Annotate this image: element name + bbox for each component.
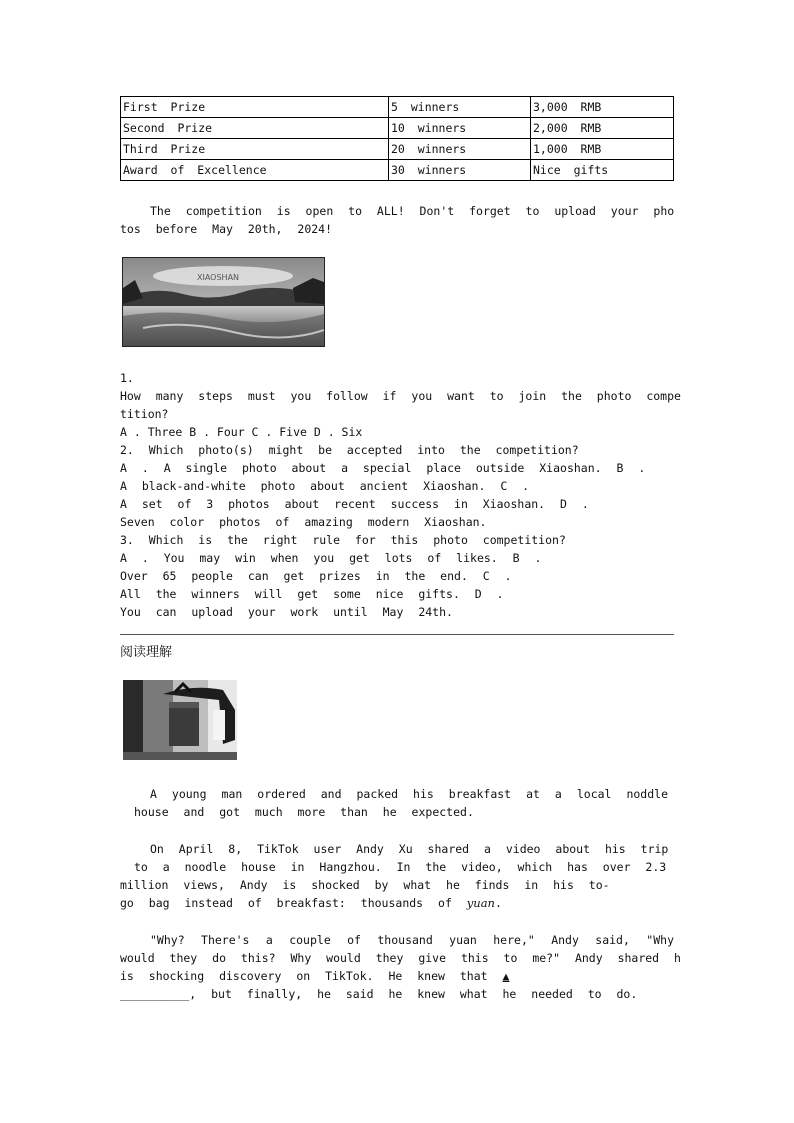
- question-text: How many steps must you follow if you want to join the photo compe: [120, 389, 681, 403]
- question-option: A . You may win when you get lots of likes. B .: [120, 551, 542, 565]
- bag-illustration: [123, 680, 237, 760]
- prize-winners: 20 winners: [389, 139, 531, 160]
- prize-winners: 10 winners: [389, 118, 531, 139]
- landscape-illustration: [123, 258, 324, 346]
- article-line: A young man ordered and packed his breakfast at a local noddle: [150, 787, 668, 801]
- notice-line: The competition is open to ALL! Don't forget to upload your pho: [150, 204, 675, 218]
- question-text: tition?: [120, 407, 169, 421]
- question-option: You can upload your work until May 24th.: [120, 605, 453, 619]
- prize-table: [120, 96, 674, 181]
- prize-name: First Prize: [121, 97, 389, 118]
- article-line: "Why? There's a couple of thousand yuan here," Andy said, "Why: [150, 933, 674, 947]
- notice-line: tos before May 20th, 2024!: [120, 222, 333, 236]
- section-divider: [120, 634, 674, 635]
- prize-reward: 3,000 RMB: [531, 97, 674, 118]
- question-option: Seven color photos of amazing modern Xiaoshan.: [120, 515, 487, 529]
- photo-watermark: XIAOSHAN: [197, 273, 240, 282]
- table-row: [121, 118, 674, 139]
- prize-name: Award of Excellence: [121, 160, 389, 181]
- prize-winners: 30 winners: [389, 160, 531, 181]
- article-paragraph-1: [120, 785, 668, 821]
- prize-winners: 5 winners: [389, 97, 531, 118]
- article-paragraph-2: [120, 840, 669, 912]
- prize-name: Third Prize: [121, 139, 389, 160]
- article-text: .: [494, 896, 502, 910]
- article-text: go bag instead of breakfast: thousands of: [120, 896, 467, 910]
- article-text: is shocking discovery on TikTok. He knew that: [120, 969, 503, 983]
- article-line: to a noodle house in Hangzhou. In the video, which has over 2.3: [134, 860, 667, 874]
- article-line: [120, 967, 674, 985]
- article-line: house and got much more than he expected.: [134, 805, 474, 819]
- question-text: 3. Which is the right rule for this photo competition?: [120, 533, 566, 547]
- question-option: A set of 3 photos about recent success in Xiaoshan. D .: [120, 497, 589, 511]
- question-option: A . A single photo about a special place outside Xiaoshan. B .: [120, 461, 646, 475]
- answer-blank-line: __________: [120, 987, 190, 1001]
- competition-notice: [120, 202, 674, 238]
- article-line: On April 8, TikTok user Andy Xu shared a video about his trip: [150, 842, 669, 856]
- prize-reward: Nice gifts: [531, 160, 674, 181]
- question-option: A black-and-white photo about ancient Xiaoshan. C .: [120, 479, 530, 493]
- question-text: 2. Which photo(s) might be accepted into the competition?: [120, 443, 579, 457]
- prize-reward: 1,000 RMB: [531, 139, 674, 160]
- question-options: A . Three B . Four C . Five D . Six: [120, 425, 363, 439]
- article-line: million views, Andy is shocked by what he finds in his to-: [120, 878, 610, 892]
- article-text: , but finally, he said he knew what he needed to do.: [189, 987, 638, 1001]
- prize-reward: 2,000 RMB: [531, 118, 674, 139]
- article-line: [120, 894, 662, 912]
- article-line: would they do this? Why would they give this to me?" Andy shared h: [120, 951, 681, 965]
- question-option: All the winners will get some nice gifts. D .: [120, 587, 504, 601]
- question-option: Over 65 people can get prizes in the end. C .: [120, 569, 512, 583]
- answer-blank: ▲: [502, 969, 510, 983]
- question-number: 1.: [120, 371, 134, 385]
- section-title: 阅读理解: [120, 645, 173, 660]
- article-line: [120, 985, 674, 1003]
- article-italic-word: yuan: [466, 896, 495, 910]
- question-list: [120, 369, 681, 621]
- to-go-bag-photo: [123, 680, 237, 760]
- table-row: [121, 160, 674, 181]
- xiaoshan-landscape-photo: [122, 257, 325, 347]
- table-row: [121, 139, 674, 160]
- table-row: [121, 97, 674, 118]
- article-paragraph-3: [120, 931, 681, 1003]
- prize-name: Second Prize: [121, 118, 389, 139]
